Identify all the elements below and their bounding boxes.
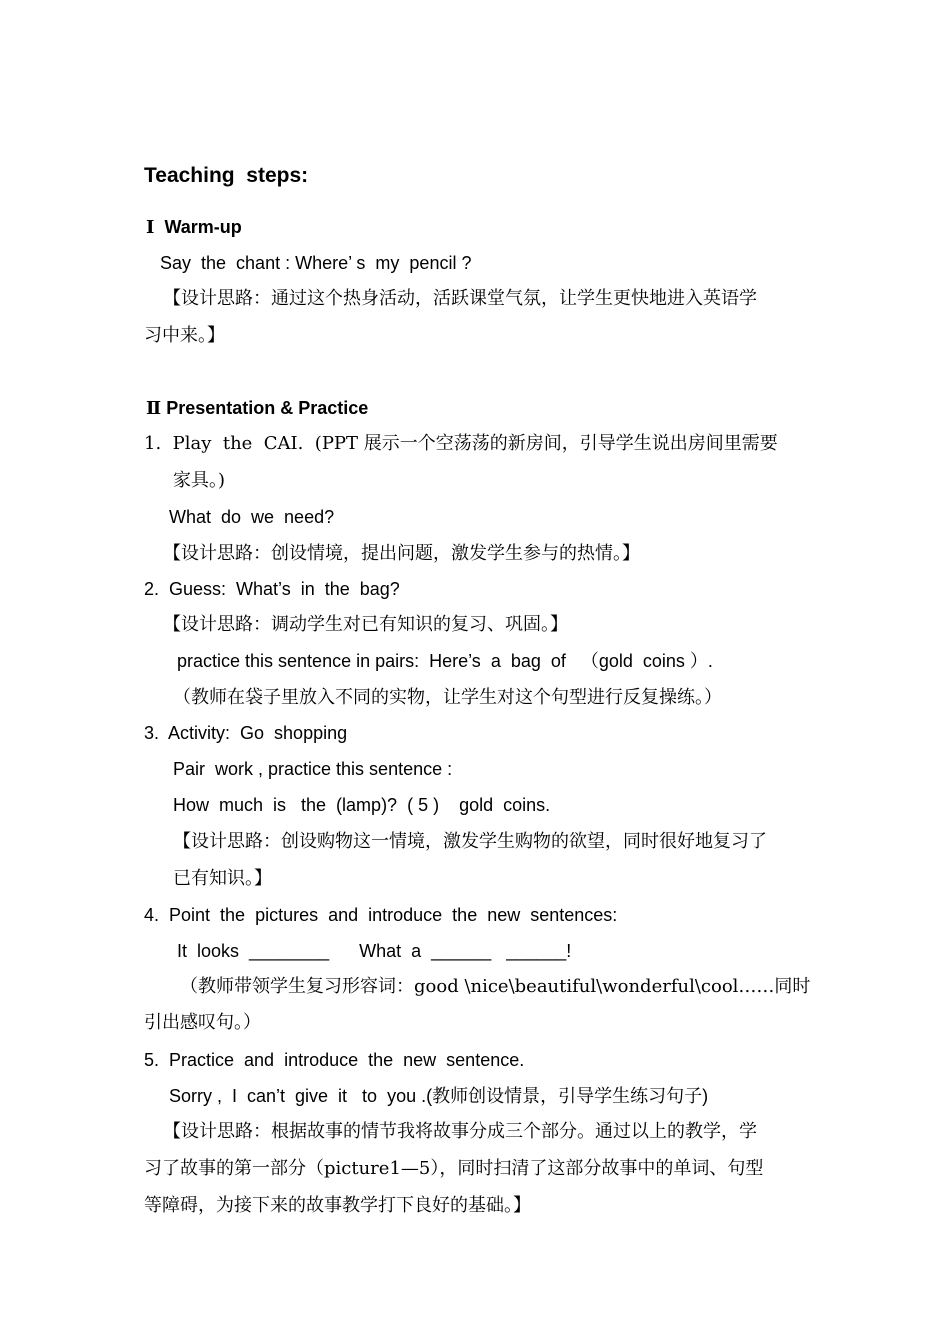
section-1-heading bbox=[146, 215, 242, 240]
section-2-number: Ⅱ bbox=[146, 398, 162, 419]
section-2-title: Presentation & Practice bbox=[166, 398, 369, 418]
step4-teacher-note-line2: 引出感叹句。） bbox=[144, 1012, 261, 1033]
step2-line1: 2. Guess: What’s in the bag? bbox=[144, 579, 400, 599]
step2-practice: practice this sentence in pairs: Here’s a bag of （gold coins ）. bbox=[177, 651, 713, 671]
section-2-heading bbox=[146, 396, 368, 421]
step5-line1: 5. Practice and introduce the new sentence. bbox=[144, 1050, 525, 1070]
warmup-note-line2: 习中来。】 bbox=[144, 325, 225, 346]
section-1-number: Ⅰ bbox=[146, 217, 155, 238]
step3-pair-work: Pair work , practice this sentence : bbox=[173, 759, 453, 779]
step4-blanks: It looks ________ What a ______ ______! bbox=[177, 941, 572, 961]
step3-sentence: How much is the (lamp)? ( 5 ) gold coins. bbox=[173, 795, 551, 815]
step3-line1: 3. Activity: Go shopping bbox=[144, 723, 348, 743]
warmup-note-line1: 【设计思路：通过这个热身活动，活跃课堂气氛，让学生更快地进入英语学 bbox=[163, 288, 757, 309]
warmup-chant: Say the chant : Where’ s my pencil ? bbox=[160, 253, 472, 273]
step5-sentence: Sorry , I can’t give it to you .(教师创设情景，引导学生练习句子) bbox=[169, 1086, 709, 1106]
step5-note-line1: 【设计思路：根据故事的情节我将故事分成三个部分。通过以上的教学，学 bbox=[163, 1121, 757, 1142]
step1-line1: 1. Play the CAI. (PPT 展示一个空荡荡的新房间，引导学生说出房间里需要 bbox=[144, 433, 778, 454]
step2-teacher-note: （教师在袋子里放入不同的实物，让学生对这个句型进行反复操练。） bbox=[173, 687, 722, 708]
step5-note-line2: 习了故事的第一部分（picture1—5），同时扫清了这部分故事中的单词、句型 bbox=[144, 1158, 764, 1179]
step3-note-line1: 【设计思路：创设购物这一情境，激发学生购物的欲望，同时很好地复习了 bbox=[173, 831, 767, 852]
step1-note: 【设计思路：创设情境，提出问题，激发学生参与的热情。】 bbox=[163, 543, 640, 564]
step1-question: What do we need? bbox=[169, 507, 335, 527]
page-title: Teaching steps: bbox=[144, 164, 309, 187]
step2-note: 【设计思路：调动学生对已有知识的复习、巩固。】 bbox=[163, 614, 568, 635]
step4-line1: 4. Point the pictures and introduce the new sentences: bbox=[144, 905, 618, 925]
step3-note-line2: 已有知识。】 bbox=[173, 868, 272, 889]
section-1-title: Warm-up bbox=[164, 217, 242, 237]
step4-teacher-note: （教师带领学生复习形容词：good \nice\beautiful\wonderful\cool……同时 bbox=[180, 976, 811, 997]
step5-note-line3: 等障碍，为接下来的故事教学打下良好的基础。】 bbox=[144, 1195, 531, 1216]
step1-line2: 家具。) bbox=[173, 470, 226, 491]
